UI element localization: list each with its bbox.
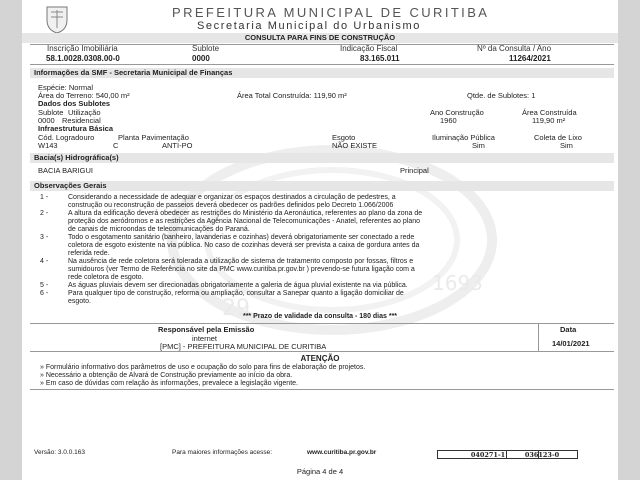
infra-val-planta: C bbox=[113, 141, 119, 150]
ano-construcao-col-header: Ano Construção bbox=[430, 108, 484, 117]
infra-val-esgoto: NÃO EXISTE bbox=[332, 141, 378, 150]
atencao-heading: ATENÇÃO bbox=[300, 354, 340, 363]
version-text: Versão: 3.0.0.163 bbox=[34, 449, 85, 456]
obs-num-3: 3 - bbox=[40, 234, 49, 241]
obs-item-6a: Para qualquer tipo de construção, reforma ou ampliação, consultar a Sanepar quanto a ligação domiciliar de bbox=[68, 290, 404, 297]
obs-num-4: 4 - bbox=[40, 258, 49, 265]
area-terreno-text: Área do Terreno: 540,00 m² bbox=[38, 91, 130, 100]
area-row-value: 119,90 m² bbox=[532, 116, 566, 125]
infra-col-logradouro: Cód. Logradouro bbox=[38, 133, 95, 142]
svg-text:29: 29 bbox=[222, 296, 250, 321]
infra-val-codigo: W143 bbox=[38, 141, 58, 150]
barcode-number: 040271-1 bbox=[437, 450, 539, 459]
obs-item-4b: sumidouros (ver Termo de Referência no site da PMC www.curitiba.pr.gov.br ) prevendo-se futura ligação com a bbox=[68, 266, 415, 273]
divider bbox=[538, 323, 539, 351]
sublote-label: Sublote bbox=[192, 44, 220, 53]
area-construida-text: Área Total Construída: 119,90 m² bbox=[237, 91, 347, 100]
utilizacao-col-header: Utilização bbox=[68, 108, 101, 117]
inscricao-value: 58.1.0028.0308.00-0 bbox=[46, 54, 120, 63]
more-info-text: Para maiores informações acesse: bbox=[172, 449, 273, 456]
divider bbox=[30, 323, 614, 324]
document-title: CONSULTA PARA FINS DE CONSTRUÇÃO bbox=[22, 33, 618, 43]
infra-val-pavimentacao: ANTI-PO bbox=[162, 141, 193, 150]
infra-val-lixo: Sim bbox=[560, 141, 573, 150]
page-number: Página 4 de 4 bbox=[296, 467, 344, 476]
sublote-col-header: Sublote bbox=[38, 108, 64, 117]
obs-item-2a: A altura da edificação deverá obedecer as restrições do Ministério da Aeronáutica, referentes ao plano da zona de bbox=[68, 210, 423, 217]
section-smf: Informações da SMF - Secretaria Municipal de Finanças bbox=[30, 68, 614, 78]
coat-of-arms-icon bbox=[44, 4, 70, 34]
divider bbox=[30, 351, 614, 352]
especie-text: Espécie: Normal bbox=[38, 83, 94, 92]
infra-col-lixo: Coleta de Lixo bbox=[534, 133, 582, 142]
responsavel-name: [PMC] - PREFEITURA MUNICIPAL DE CURITIBA bbox=[160, 342, 327, 351]
obs-item-3b: coletora de esgoto existente na via pública. No caso de cozinhas deverá ser prevista a caixa de gordura antes da bbox=[68, 242, 420, 249]
section-observacoes: Observações Gerais bbox=[30, 181, 614, 191]
obs-item-3a: Todo o esgotamento sanitário (banheiro, lavanderias e cozinhas) deverá obrigatoriamente ser conectado a rede bbox=[68, 234, 415, 241]
obs-num-5: 5 - bbox=[40, 282, 49, 289]
sublote-value: 0000 bbox=[192, 54, 210, 63]
sublote-row-value: 0000 bbox=[38, 116, 55, 125]
validity-notice: *** Prazo de validade da consulta - 180 dias *** bbox=[242, 313, 398, 320]
indicacao-label: Indicação Fiscal bbox=[340, 44, 398, 53]
responsavel-label: Responsável pela Emissão bbox=[158, 325, 255, 334]
obs-num-6: 6 - bbox=[40, 290, 49, 297]
divider bbox=[30, 389, 614, 390]
barcode-number-2: 036123-0 bbox=[506, 450, 578, 459]
infra-val-iluminacao: Sim bbox=[472, 141, 485, 150]
data-label: Data bbox=[560, 325, 577, 334]
ano-row-value: 1960 bbox=[440, 116, 457, 125]
obs-num-2: 2 - bbox=[40, 210, 49, 217]
obs-item-2b: proteção dos aeródromos e as restrições da Agência Nacional de Telecomunicações - Anatel, referentes ao plano bbox=[68, 218, 421, 225]
divider bbox=[30, 64, 614, 65]
svg-text:1693: 1693 bbox=[432, 271, 483, 295]
header-subtitle: Secretaria Municipal do Urbanismo bbox=[197, 20, 421, 32]
obs-item-4c: rede coletora de esgoto. bbox=[68, 274, 144, 281]
qtde-sublotes-text: Qtde. de Sublotes: 1 bbox=[467, 91, 536, 100]
dados-sublotes-heading: Dados dos Sublotes bbox=[38, 99, 111, 108]
website-link[interactable]: www.curitiba.pr.gov.br bbox=[307, 449, 377, 456]
obs-item-2c: de canais de microondas de telecomunicações do Paraná. bbox=[68, 226, 250, 233]
document-page bbox=[22, 0, 618, 480]
infra-col-esgoto: Esgoto bbox=[332, 133, 356, 142]
responsavel-channel: internet bbox=[192, 334, 218, 343]
obs-item-1b: construção ou reconstrução de passeios deverá obedecer os padrões definidos pelo Decreto 1.066/2006 bbox=[68, 202, 394, 209]
obs-num-1: 1 - bbox=[40, 194, 49, 201]
obs-item-5: As águas pluviais devem ser direcionadas obrigatoriamente a galeria de água pluvial existente na via pública. bbox=[68, 282, 408, 289]
area-construida-col-header: Área Construída bbox=[522, 108, 577, 117]
infra-col-iluminacao: Iluminação Pública bbox=[432, 133, 495, 142]
consulta-label: Nº da Consulta / Ano bbox=[477, 44, 552, 53]
bacia-type: Principal bbox=[400, 166, 429, 175]
section-bacia: Bacia(s) Hidrográfica(s) bbox=[30, 153, 614, 163]
atencao-item-1: » Formulário informativo dos parâmetros de uso e ocupação do solo para fins de elaboração de projetos. bbox=[40, 364, 366, 371]
bacia-name: BACIA BARIGUI bbox=[38, 166, 94, 175]
consulta-value: 11264/2021 bbox=[509, 54, 551, 63]
header-title: PREFEITURA MUNICIPAL DE CURITIBA bbox=[172, 5, 490, 20]
utilizacao-row-value: Residencial bbox=[62, 116, 101, 125]
atencao-item-3: » Em caso de dúvidas com relação às informações, prevalece a legislação vigente. bbox=[40, 380, 298, 387]
obs-item-4a: Na ausência de rede coletora será tolerada a utilização de sistema de tratamento composto por fossas, filtros e bbox=[68, 258, 414, 265]
indicacao-value: 83.165.011 bbox=[360, 54, 400, 63]
inscricao-label: Inscrição Imobiliária bbox=[47, 44, 118, 53]
obs-item-3c: referida rede. bbox=[68, 250, 110, 257]
atencao-item-2: » Necessário a obtenção de Alvará de Construção previamente ao início da obra. bbox=[40, 372, 293, 379]
data-value: 14/01/2021 bbox=[552, 339, 590, 348]
infra-heading: Infraestrutura Básica bbox=[38, 124, 114, 133]
obs-item-1a: Considerando a necessidade de adequar e organizar os espaços destinados a circulação de pedestres, a bbox=[68, 194, 396, 201]
obs-item-6b: esgoto. bbox=[68, 298, 91, 305]
infra-col-pavimentacao: Planta Pavimentação bbox=[118, 133, 189, 142]
